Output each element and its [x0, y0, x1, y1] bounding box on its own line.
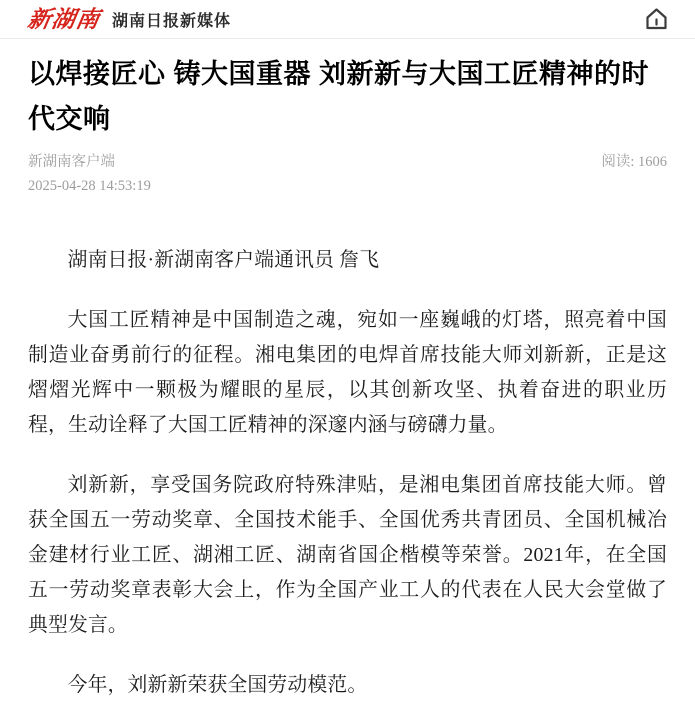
article: [0, 52, 695, 703]
article-paragraph: 大国工匠精神是中国制造之魂，宛如一座巍峨的灯塔，照亮着中国制造业奋勇前行的征程。湘电集团的电焊首席技能大师刘新新，正是这熠熠光辉中一颗极为耀眼的星辰，以其创新攻坚、执着奋进的职业历程，生动诠释了大国工匠精神的深邃内涵与磅礴力量。: [28, 309, 667, 436]
app-header: [0, 0, 695, 39]
brand-title: 湖南日报新媒体: [112, 12, 232, 30]
article-body: [28, 243, 667, 703]
article-paragraph: 湖南日报·新湖南客户端通讯员 詹飞: [67, 249, 380, 271]
article-timestamp: 2025-04-28 14:53:19: [28, 178, 151, 194]
read-count-label: 阅读:: [601, 154, 635, 170]
xinhunan-logo[interactable]: 新湖南: [25, 6, 103, 32]
article-paragraph: 刘新新，享受国务院政府特殊津贴，是湘电集团首席技能大师。曾获全国五一劳动奖章、全国技术能手、全国优秀共青团员、全国机械冶金建材行业工匠、湖湘工匠、湖南省国企楷模等荣誉。2021年，在全国五一劳动奖章表彰大会上，作为全国产业工人的代表在人民大会堂做了典型发言。: [28, 474, 667, 636]
article-paragraph: 今年，刘新新荣获全国劳动模范。: [67, 674, 368, 696]
article-title: 以焊接匠心 铸大国重器 刘新新与大国工匠精神的时代交响: [28, 59, 650, 134]
read-count-badge: [601, 150, 667, 174]
home-button[interactable]: [643, 6, 669, 32]
home-icon: [644, 7, 669, 31]
read-count-value: 1606: [638, 154, 667, 170]
article-meta-left: [28, 150, 151, 198]
article-meta: [28, 150, 667, 198]
article-source: 新湖南客户端: [28, 154, 115, 170]
